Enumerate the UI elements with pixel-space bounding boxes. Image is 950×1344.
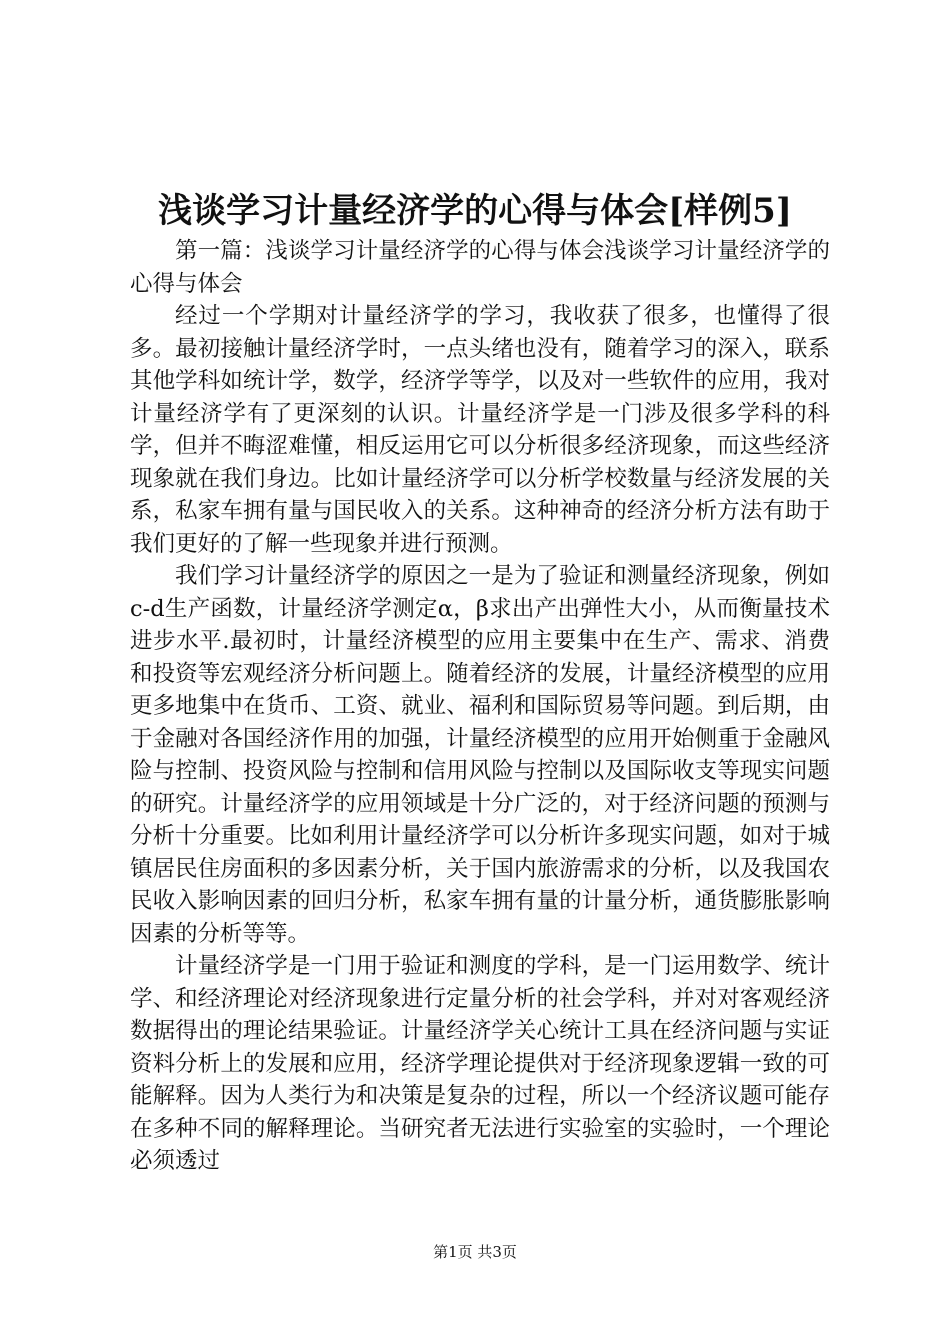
document-title: 浅谈学习计量经济学的心得与体会[样例5] — [158, 191, 792, 231]
page-footer: 第1页 共3页 — [433, 1243, 517, 1261]
paragraph-3: 我们学习计量经济学的原因之一是为了验证和测量经济现象，例如c-d生产函数，计量经济学测定α，β求出产出弹性大小，从而衡量技术进步水平.最初时，计量经济模型的应用主要集中在生产、需求、消费和投资等宏观经济分析问题上。随着经济的发展，计量经济模型的应用更多地集中在货币、工资、就业、福利和国际贸易等问题。到后期，由于金融对各国经济作用的加强，计量经济模型的应用开始侧重于金融风险与控制、投资风险与控制和信用风险与控制以及国际收支等现实问题的研究。计量经济学的应用领域是十分广泛的，对于经济问题的预测与分析十分重要。比如利用计量经济学可以分析许多现实问题，如对于城镇居民住房面积的多因素分析，关于国内旅游需求的分析，以及我国农民收入影响因素的回归分析，私家车拥有量的计量分析，通货膨胀影响因素的分析等等。 — [130, 563, 830, 947]
paragraph-1: 第一篇：浅谈学习计量经济学的心得与体会浅谈学习计量经济学的心得与体会 — [130, 238, 830, 297]
paragraph-4: 计量经济学是一门用于验证和测度的学科，是一门运用数学、统计学、和经济理论对经济现象进行定量分析的社会学科，并对对客观经济数据得出的理论结果验证。计量经济学关心统计工具在经济问题与实证资料分析上的发展和应用，经济学理论提供对于经济现象逻辑一致的可能解释。因为人类行为和决策是复杂的过程，所以一个经济议题可能存在多种不同的解释理论。当研究者无法进行实验室的实验时，一个理论必须透过 — [130, 953, 830, 1174]
paragraph-2: 经过一个学期对计量经济学的学习，我收获了很多，也懂得了很多。最初接触计量经济学时，一点头绪也没有，随着学习的深入，联系其他学科如统计学，数学，经济学等学，以及对一些软件的应用，我对计量经济学有了更深刻的认识。计量经济学是一门涉及很多学科的科学，但并不晦涩难懂，相反运用它可以分析很多经济现象，而这些经济现象就在我们身边。比如计量经济学可以分析学校数量与经济发展的关系，私家车拥有量与国民收入的关系。这种神奇的经济分析方法有助于我们更好的了解一些现象并进行预测。 — [130, 303, 830, 557]
document-body — [130, 235, 830, 1178]
